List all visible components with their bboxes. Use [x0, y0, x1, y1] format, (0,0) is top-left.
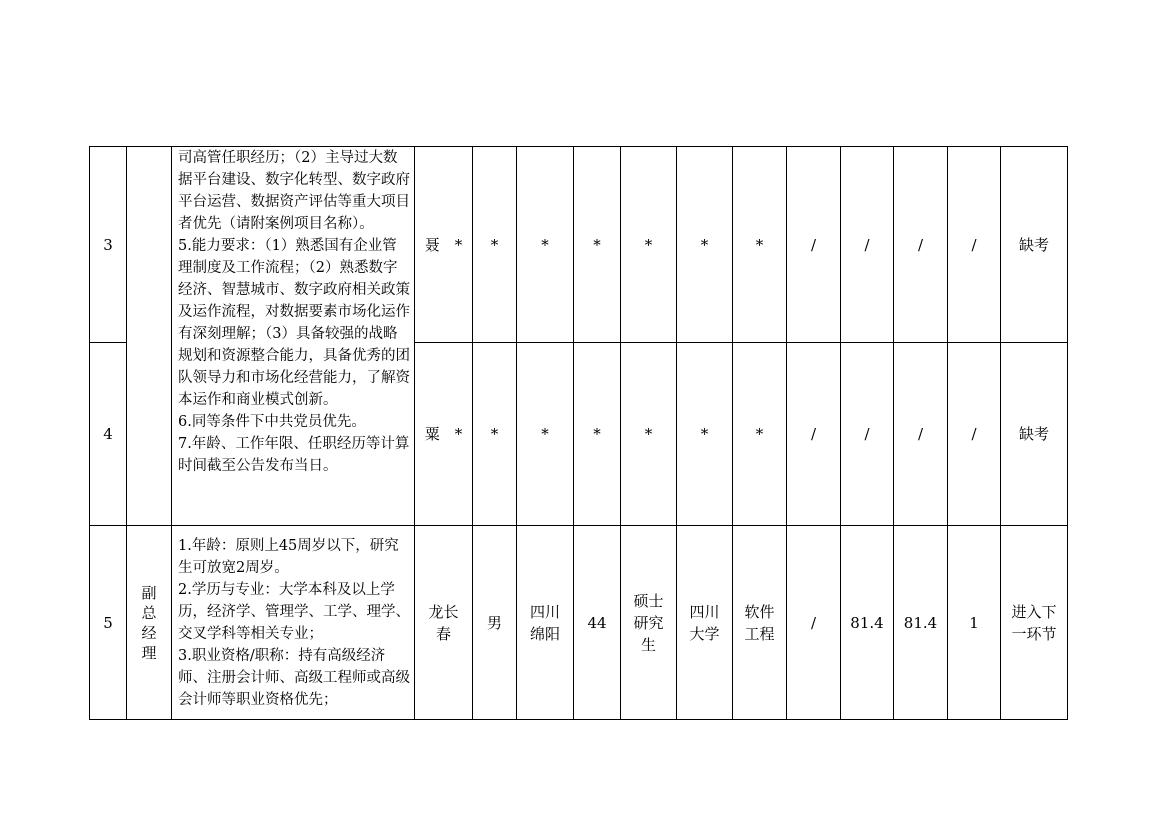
requirement-item: 6.同等条件下中共党员优先。	[178, 414, 366, 430]
position-cell-continued	[127, 147, 172, 526]
education: *	[621, 147, 677, 343]
origin: *	[517, 343, 574, 526]
gender: *	[473, 147, 517, 343]
table-row	[90, 147, 1068, 343]
rank: /	[948, 147, 1001, 343]
score-1: /	[787, 526, 841, 720]
requirements-cell	[172, 147, 415, 526]
age: *	[574, 343, 621, 526]
result: 缺考	[1001, 147, 1068, 343]
result: 进入下 一环节	[1001, 526, 1068, 720]
score-2: 81.4	[841, 526, 894, 720]
school: *	[677, 147, 733, 343]
requirements-cell	[172, 526, 415, 720]
score-3: /	[894, 147, 948, 343]
requirement-item: 5.能力要求：（1）熟悉国有企业管理制度及工作流程；（2）熟悉数字经济、智慧城市、数字政府相关政策及运作流程，对数据要素市场化运作有深刻理解；（3）具备较强的战略规划和资源整合能力，具备优秀的团队领导力和市场化经营能力，了解资本运作和商业模式创新。	[178, 238, 410, 408]
major: 软件 工程	[733, 526, 787, 720]
score-2: /	[841, 343, 894, 526]
rank: 1	[948, 526, 1001, 720]
serial-number: 3	[90, 147, 127, 343]
candidate-name: 聂 *	[415, 147, 473, 343]
score-1: /	[787, 343, 841, 526]
school: 四川 大学	[677, 526, 733, 720]
score-1: /	[787, 147, 841, 343]
gender: *	[473, 343, 517, 526]
candidate-name: 龙长 春	[415, 526, 473, 720]
major: *	[733, 343, 787, 526]
education: 硕士 研究 生	[621, 526, 677, 720]
requirement-item: 2.学历与专业：大学本科及以上学历，经济学、管理学、工学、理学、交叉学科等相关专业；	[178, 581, 410, 642]
origin: 四川 绵阳	[517, 526, 574, 720]
candidate-name: 粟 *	[415, 343, 473, 526]
requirement-item: 7.年龄、工作年限、任职经历等计算时间截至公告发布当日。	[178, 436, 410, 474]
serial-number: 5	[90, 526, 127, 720]
age: 44	[574, 526, 621, 720]
table-row	[90, 526, 1068, 720]
serial-number: 4	[90, 343, 127, 526]
major: *	[733, 147, 787, 343]
origin: *	[517, 147, 574, 343]
rank: /	[948, 343, 1001, 526]
school: *	[677, 343, 733, 526]
requirement-item: 1.年龄：原则上45周岁以下，研究生可放宽2周岁。	[178, 537, 399, 576]
gender: 男	[473, 526, 517, 720]
age: *	[574, 147, 621, 343]
result: 缺考	[1001, 343, 1068, 526]
score-3: /	[894, 343, 948, 526]
education: *	[621, 343, 677, 526]
requirement-text: 司高管任职经历；（2）主导过大数据平台建设、数字化转型、数字政府平台运营、数据资产评估等重大项目者优先（请附案例项目名称）。	[178, 150, 410, 232]
score-3: 81.4	[894, 526, 948, 720]
position-title: 副 总 经 理	[127, 526, 172, 720]
candidate-table	[89, 146, 1068, 720]
requirement-item: 3.职业资格/职称：持有高级经济师、注册会计师、高级工程师或高级会计师等职业资格优先；	[178, 647, 410, 708]
score-2: /	[841, 147, 894, 343]
